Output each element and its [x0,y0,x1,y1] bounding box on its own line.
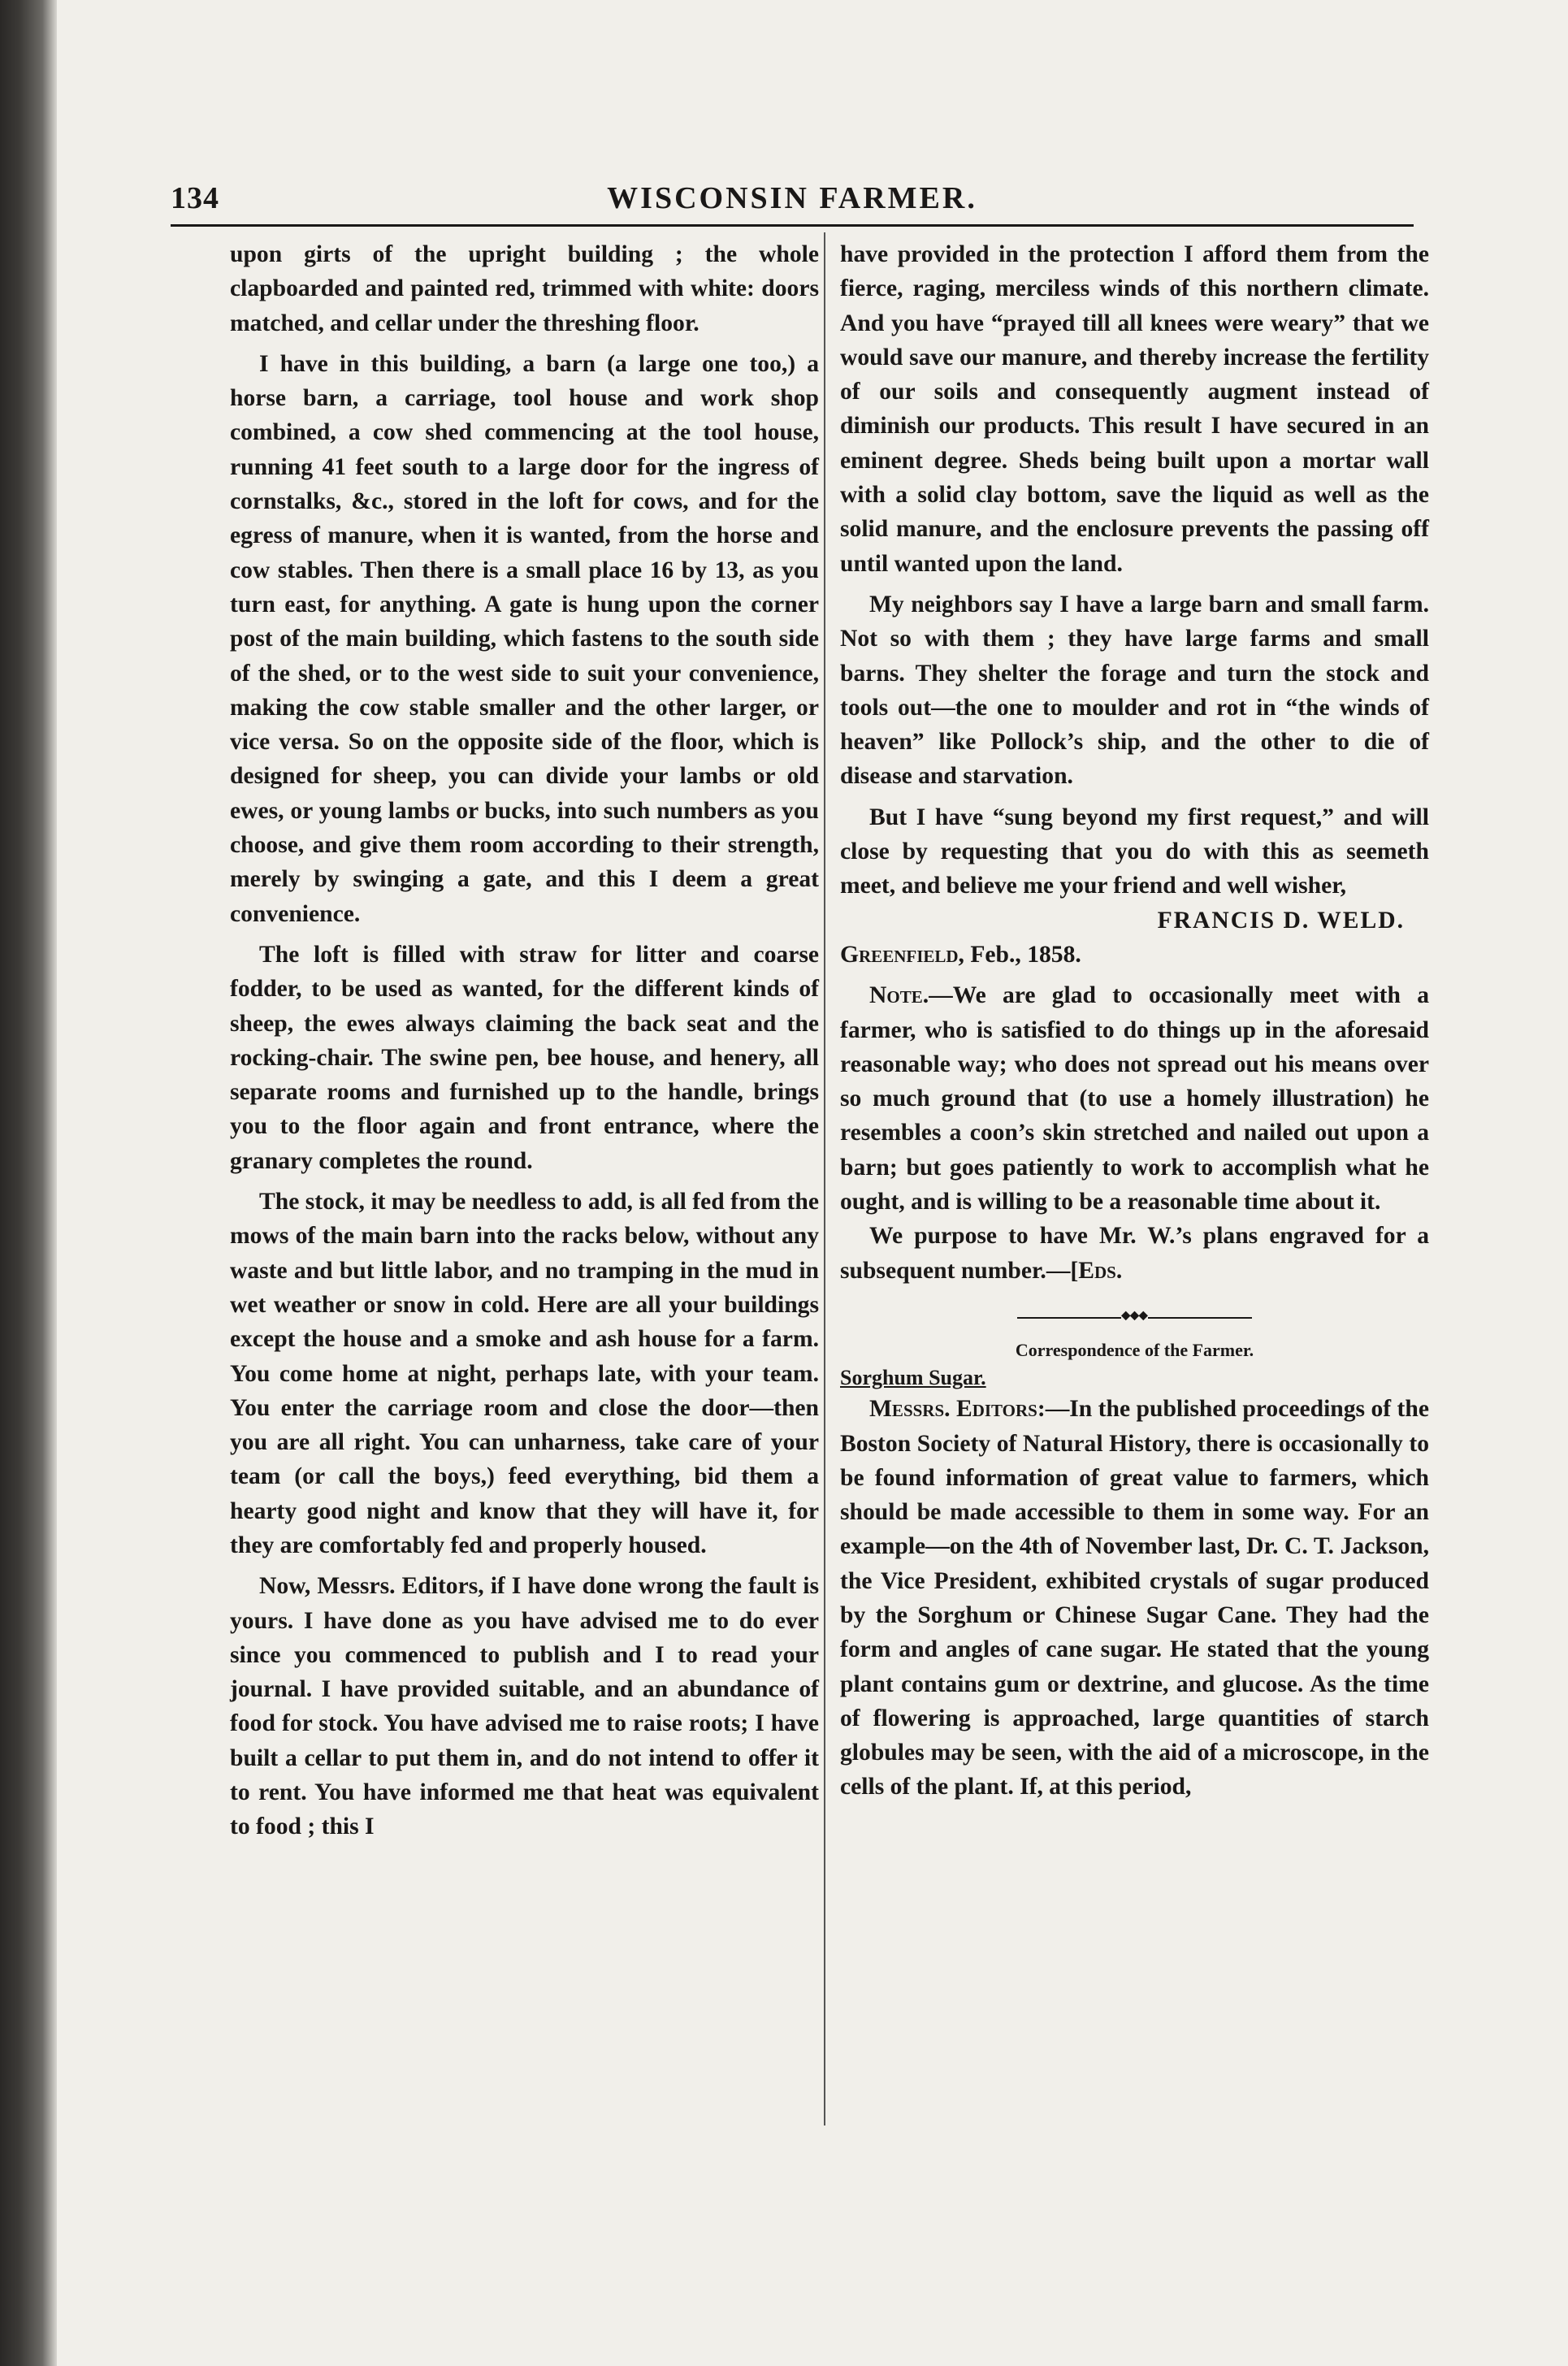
editors-note [840,978,1429,1219]
note2-text: We purpose to have Mr. W.’s plans engraved for a subsequent number.—[ [840,1223,1429,1284]
salutation: Messrs. Editors [869,1396,1037,1423]
dateline-place: Greenfield [840,941,959,968]
editors-note-2 [840,1219,1429,1288]
left-paragraph-1: upon girts of the upright building ; the whole clapboarded and painted red, trimmed with white: doors matched, and cellar under the threshing floor. [230,241,819,336]
book-binding-edge [0,0,57,2366]
separator-ornament: ◆◆◆ [1121,1310,1148,1323]
separator-rule-right [1148,1317,1252,1319]
note-label: Note. [869,982,929,1009]
section-separator [840,1298,1429,1332]
right-paragraph-1: have provided in the protection I afford them from the fierce, raging, merciless winds of this northern climate. And you have “prayed till all knees were weary” that we would save our manure, and thereby increase the fertility of our soils and consequently augment instead of diminish our products. This result I have secured in an eminent degree. Sheds being built upon a mortar wall with a solid clay bottom, save the liquid as well as the solid manure, and the enclosure prevents the passing off until wanted upon the land. [840,241,1429,577]
note-text: —We are glad to occasionally meet with a farmer, who is satisfied to do things up in the aforesaid reasonable way; who does not spread out his means over so much ground that (to use a homely illustration) he resembles a coon’s skin stretched and nailed out upon a barn; but goes patiently to work to accomplish what he ought, and is willing to be a reasonable time about it. [840,982,1429,1216]
eds-signoff: Eds. [1078,1257,1123,1284]
column-divider [824,232,825,2126]
left-paragraph-5: Now, Messrs. Editors, if I have done wrong the fault is yours. I have done as you have advised me to do ever since you commenced to publish and I to read your journal. I have provided suitable, and an abundance of food for stock. You have advised me to raise roots; I have built a cellar to put them in, and do not intend to offer it to rent. You have informed me that heat was equivalent to food ; this I [230,1573,819,1840]
separator-rule-left [1017,1317,1121,1319]
dateline-date: , Feb., 1858. [958,941,1081,968]
running-head: WISCONSIN FARMER. [607,181,977,215]
article-title: Sorghum Sugar. [840,1366,986,1390]
header-rule [171,224,1414,227]
right-paragraph-2: My neighbors say I have a large barn and small farm. Not so with them ; they have large farms and small barns. They shelter the forage and turn the stock and tools out—the one to moulder and rot in “the winds of heaven” like Pollock’s ship, and the other to die of disease and starvation. [840,591,1429,790]
left-column [230,237,819,1844]
right-column [840,237,1429,1805]
signature: FRANCIS D. WELD. [1157,907,1405,934]
article-text: :—In the published proceedings of the Boston Society of Natural History, there is occasionally to be found information of great value to farmers, which should be made accessible to them in some way. For an example—on the 4th of November last, Dr. C. T. Jackson, the Vice President, exhibited crystals of sugar produced by the Sorghum or Chinese Sugar Cane. They had the form and angles of cane sugar. He stated that the young plant contains gum or dextrine, and glucose. As the time of flowering is approached, large quantities of starch globules may be seen, with the aid of a microscope, in the cells of the plant. If, at this period, [840,1396,1429,1800]
page-number: 134 [171,181,219,215]
left-paragraph-4: The stock, it may be needless to add, is all fed from the mows of the main barn into the racks below, without any waste and but little labor, and no tramping in the mud in wet weather or snow in cold. Here are all your buildings except the house and a smoke and ash house for a farm. You come home at night, perhaps late, with your team. You enter the carriage room and close the door—then you are all right. You can unharness, take care of your team (or call the boys,) feed everything, bid them a hearty good night and know that they will have it, for they are comfortably fed and properly housed. [230,1189,819,1558]
dateline [840,938,1429,972]
article-paragraph [840,1392,1429,1805]
left-paragraph-2: I have in this building, a barn (a large one too,) a horse barn, a carriage, tool house and work shop combined, a cow shed commencing at the tool house, running 41 feet south to a large door for the ingress of cornstalks, &c., stored in the loft for cows, and for the egress of manure, when it is wanted, from the horse and cow stables. Then there is a small place 16 by 13, as you turn east, for anything. A gate is hung upon the corner post of the main building, which fastens to the south side of the shed, or to the west side to suit your convenience, making the cow stable smaller and the other larger, or vice versa. So on the opposite side of the floor, which is designed for sheep, you can divide your lambs or old ewes, or young lambs or bucks, into such numbers as you choose, and give them room according to their strength, merely by swinging a gate, and this I deem a great convenience. [230,350,819,927]
left-paragraph-3: The loft is filled with straw for litter and coarse fodder, to be used as wanted, for the different kinds of sheep, the ewes always claiming the back seat and the rocking-chair. The swine pen, bee house, and henery, all separate rooms and furnished up to the handle, brings you to the floor again and front entrance, where the granary completes the round. [230,941,819,1174]
correspondence-heading: Correspondence of the Farmer. [1015,1340,1254,1361]
right-paragraph-3: But I have “sung beyond my first request,” and will close by requesting that you do with this as seemeth meet, and believe me your friend and well wisher, [840,804,1429,899]
page-header [171,174,1414,223]
